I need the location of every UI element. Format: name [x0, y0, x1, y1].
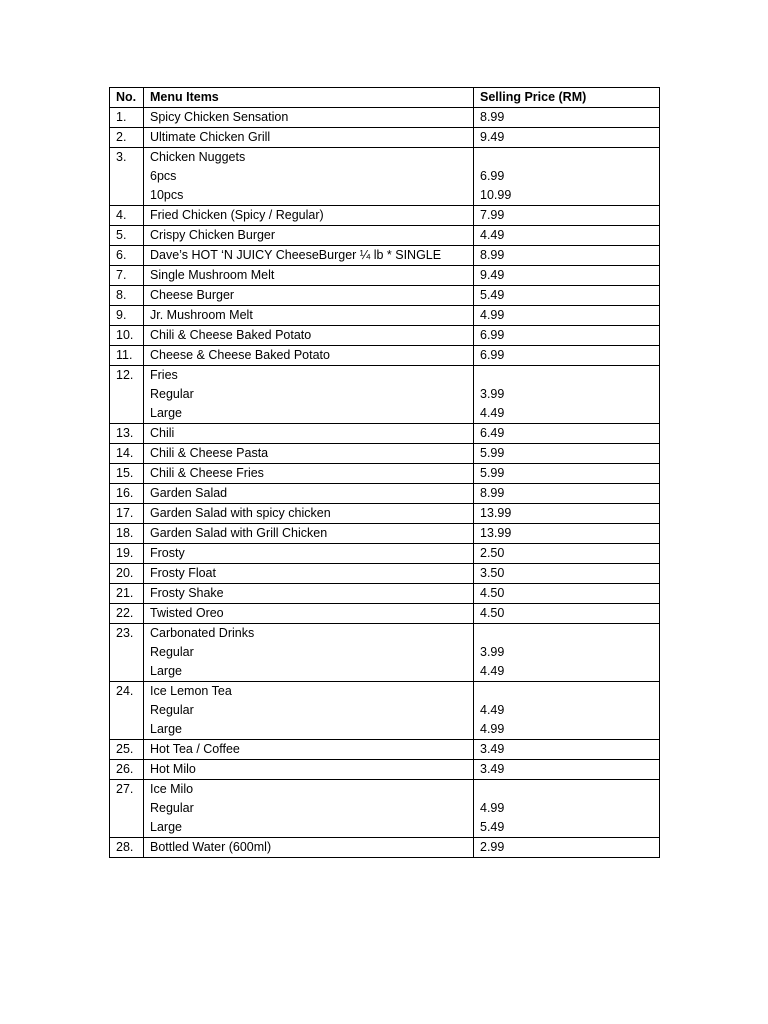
row-number-cell	[110, 346, 144, 366]
menu-item-name: Chili & Cheese Baked Potato	[150, 328, 312, 342]
menu-item-name: Frosty Shake	[150, 586, 224, 600]
menu-item-price	[480, 624, 653, 643]
price-cell	[474, 624, 660, 682]
menu-item-price	[480, 148, 653, 167]
menu-item-name: Single Mushroom Melt	[150, 268, 275, 282]
menu-price-table	[109, 87, 660, 858]
menu-item-price: 4.49	[480, 228, 505, 242]
menu-item-name: Chicken Nuggets	[150, 150, 246, 164]
price-cell	[474, 266, 660, 286]
row-number-cell	[110, 424, 144, 444]
menu-item-cell	[144, 564, 474, 584]
table-row	[110, 682, 660, 740]
menu-item-price: 4.49	[480, 664, 505, 678]
menu-item-cell	[144, 226, 474, 246]
price-cell	[474, 464, 660, 484]
menu-item-cell	[144, 484, 474, 504]
menu-item-variant: 10pcs	[150, 188, 184, 202]
row-number: 6.	[116, 248, 127, 262]
menu-item-price: 4.49	[480, 406, 505, 420]
price-cell	[474, 346, 660, 366]
menu-item-cell	[144, 246, 474, 266]
table-row	[110, 464, 660, 484]
table-row	[110, 564, 660, 584]
menu-item-variant: 6pcs	[150, 169, 177, 183]
row-number: 25.	[116, 742, 134, 756]
menu-item-cell	[144, 306, 474, 326]
menu-item-price: 9.49	[480, 268, 505, 282]
menu-item-variant: Large	[150, 820, 182, 834]
menu-item-price: 3.50	[480, 566, 505, 580]
table-row	[110, 286, 660, 306]
row-number: 13.	[116, 426, 134, 440]
menu-item-cell	[144, 108, 474, 128]
row-number: 9.	[116, 308, 127, 322]
header-selling-price: Selling Price (RM)	[474, 88, 660, 108]
table-row	[110, 584, 660, 604]
menu-item-name: Chili	[150, 426, 175, 440]
row-number-cell	[110, 504, 144, 524]
price-cell	[474, 128, 660, 148]
menu-item-price	[480, 682, 653, 701]
price-cell	[474, 306, 660, 326]
menu-item-name: Twisted Oreo	[150, 606, 224, 620]
menu-item-price: 13.99	[480, 506, 512, 520]
row-number-cell	[110, 128, 144, 148]
row-number: 12.	[116, 368, 134, 382]
menu-item-name: Carbonated Drinks	[150, 626, 255, 640]
menu-item-cell	[144, 326, 474, 346]
menu-item-variant: Regular	[150, 801, 194, 815]
row-number: 3.	[116, 150, 127, 164]
row-number-cell	[110, 780, 144, 838]
row-number-cell	[110, 838, 144, 858]
price-cell	[474, 206, 660, 226]
row-number-cell	[110, 544, 144, 564]
table-row	[110, 128, 660, 148]
table-row	[110, 504, 660, 524]
row-number: 10.	[116, 328, 134, 342]
price-cell	[474, 444, 660, 464]
menu-item-variant: Regular	[150, 703, 194, 717]
table-row	[110, 524, 660, 544]
price-cell	[474, 226, 660, 246]
price-cell	[474, 286, 660, 306]
table-header-row	[110, 88, 660, 108]
row-number: 20.	[116, 566, 134, 580]
row-number-cell	[110, 464, 144, 484]
menu-item-name: Chili & Cheese Fries	[150, 466, 264, 480]
menu-item-variant: Large	[150, 406, 182, 420]
menu-item-price: 3.49	[480, 742, 505, 756]
table-row	[110, 206, 660, 226]
menu-item-cell	[144, 346, 474, 366]
menu-item-price: 3.99	[480, 645, 505, 659]
table-row	[110, 346, 660, 366]
menu-item-price: 9.49	[480, 130, 505, 144]
price-cell	[474, 544, 660, 564]
row-number-cell	[110, 444, 144, 464]
price-cell	[474, 740, 660, 760]
price-cell	[474, 564, 660, 584]
menu-item-variant: Large	[150, 722, 182, 736]
row-number-cell	[110, 206, 144, 226]
menu-item-price: 13.99	[480, 526, 512, 540]
row-number-cell	[110, 564, 144, 584]
row-number-cell	[110, 740, 144, 760]
menu-item-cell	[144, 128, 474, 148]
row-number: 28.	[116, 840, 134, 854]
menu-item-price: 2.99	[480, 840, 505, 854]
menu-item-cell	[144, 504, 474, 524]
row-number-cell	[110, 524, 144, 544]
table-row	[110, 544, 660, 564]
row-number: 5.	[116, 228, 127, 242]
table-row	[110, 760, 660, 780]
row-number: 19.	[116, 546, 134, 560]
row-number-cell	[110, 604, 144, 624]
menu-item-cell	[144, 366, 474, 424]
row-number: 18.	[116, 526, 134, 540]
menu-item-name: Ice Milo	[150, 782, 194, 796]
menu-item-cell	[144, 148, 474, 206]
price-cell	[474, 504, 660, 524]
menu-item-name: Chili & Cheese Pasta	[150, 446, 269, 460]
price-cell	[474, 682, 660, 740]
row-number-cell	[110, 226, 144, 246]
menu-item-price: 4.99	[480, 722, 505, 736]
header-menu-items: Menu Items	[144, 88, 474, 108]
menu-item-name: Cheese & Cheese Baked Potato	[150, 348, 330, 362]
table-row	[110, 306, 660, 326]
row-number-cell	[110, 286, 144, 306]
table-row	[110, 226, 660, 246]
price-cell	[474, 760, 660, 780]
table-row	[110, 366, 660, 424]
table-row	[110, 326, 660, 346]
row-number: 17.	[116, 506, 134, 520]
menu-item-price	[480, 780, 653, 799]
price-cell	[474, 584, 660, 604]
menu-item-name: Crispy Chicken Burger	[150, 228, 276, 242]
menu-item-variant: Regular	[150, 387, 194, 401]
menu-item-price: 5.99	[480, 466, 505, 480]
menu-item-cell	[144, 760, 474, 780]
table-row	[110, 246, 660, 266]
menu-item-name: Fried Chicken (Spicy / Regular)	[150, 208, 324, 222]
row-number: 1.	[116, 110, 127, 124]
menu-item-name: Dave’s HOT ‘N JUICY CheeseBurger ¼ lb * SINGLE	[150, 248, 442, 262]
row-number: 15.	[116, 466, 134, 480]
row-number: 4.	[116, 208, 127, 222]
header-no: No.	[110, 88, 144, 108]
menu-item-name: Ice Lemon Tea	[150, 684, 232, 698]
row-number: 2.	[116, 130, 127, 144]
row-number-cell	[110, 760, 144, 780]
menu-item-name: Spicy Chicken Sensation	[150, 110, 289, 124]
table-row	[110, 604, 660, 624]
price-cell	[474, 524, 660, 544]
menu-item-name: Hot Milo	[150, 762, 196, 776]
menu-item-cell	[144, 206, 474, 226]
row-number: 24.	[116, 684, 134, 698]
row-number-cell	[110, 108, 144, 128]
menu-item-price: 3.49	[480, 762, 505, 776]
menu-item-cell	[144, 286, 474, 306]
menu-item-name: Bottled Water (600ml)	[150, 840, 272, 854]
row-number: 11.	[116, 348, 133, 362]
menu-item-price: 4.50	[480, 606, 505, 620]
price-cell	[474, 838, 660, 858]
row-number-cell	[110, 624, 144, 682]
table-row	[110, 838, 660, 858]
price-cell	[474, 108, 660, 128]
menu-item-cell	[144, 444, 474, 464]
row-number-cell	[110, 148, 144, 206]
menu-item-cell	[144, 424, 474, 444]
price-cell	[474, 148, 660, 206]
menu-item-cell	[144, 682, 474, 740]
menu-item-price: 4.99	[480, 801, 505, 815]
menu-item-name: Ultimate Chicken Grill	[150, 130, 271, 144]
menu-item-variant: Regular	[150, 645, 194, 659]
menu-item-price: 6.99	[480, 348, 505, 362]
menu-item-cell	[144, 544, 474, 564]
menu-item-cell	[144, 584, 474, 604]
table-row	[110, 444, 660, 464]
table-row	[110, 484, 660, 504]
menu-item-cell	[144, 838, 474, 858]
table-row	[110, 780, 660, 838]
menu-item-price: 4.50	[480, 586, 505, 600]
row-number: 16.	[116, 486, 134, 500]
table-body	[110, 108, 660, 858]
menu-item-price: 7.99	[480, 208, 505, 222]
menu-item-price: 2.50	[480, 546, 505, 560]
menu-item-cell	[144, 740, 474, 760]
menu-item-cell	[144, 464, 474, 484]
row-number: 21.	[116, 586, 134, 600]
price-cell	[474, 604, 660, 624]
menu-item-cell	[144, 780, 474, 838]
table-row	[110, 624, 660, 682]
menu-item-name: Garden Salad with spicy chicken	[150, 506, 331, 520]
menu-item-name: Hot Tea / Coffee	[150, 742, 240, 756]
menu-item-price: 6.49	[480, 426, 505, 440]
menu-item-name: Frosty	[150, 546, 185, 560]
menu-item-cell	[144, 524, 474, 544]
menu-item-price: 5.49	[480, 820, 505, 834]
row-number-cell	[110, 484, 144, 504]
menu-item-price: 3.99	[480, 387, 505, 401]
menu-item-name: Cheese Burger	[150, 288, 235, 302]
row-number-cell	[110, 584, 144, 604]
table-row	[110, 108, 660, 128]
price-cell	[474, 484, 660, 504]
row-number-cell	[110, 326, 144, 346]
row-number-cell	[110, 306, 144, 326]
menu-item-price: 4.99	[480, 308, 505, 322]
price-cell	[474, 246, 660, 266]
menu-item-price: 5.49	[480, 288, 505, 302]
table-row	[110, 424, 660, 444]
row-number: 27.	[116, 782, 134, 796]
row-number: 7.	[116, 268, 127, 282]
table-row	[110, 266, 660, 286]
menu-item-cell	[144, 266, 474, 286]
menu-item-variant: Large	[150, 664, 182, 678]
menu-item-price: 8.99	[480, 110, 505, 124]
menu-item-cell	[144, 624, 474, 682]
menu-item-price: 8.99	[480, 248, 505, 262]
row-number: 22.	[116, 606, 134, 620]
menu-item-cell	[144, 604, 474, 624]
price-cell	[474, 326, 660, 346]
menu-item-price: 6.99	[480, 328, 505, 342]
table-row	[110, 148, 660, 206]
row-number: 23.	[116, 626, 134, 640]
menu-item-name: Frosty Float	[150, 566, 216, 580]
table-row	[110, 740, 660, 760]
menu-item-name: Garden Salad	[150, 486, 228, 500]
menu-item-price: 5.99	[480, 446, 505, 460]
menu-item-price: 4.49	[480, 703, 505, 717]
menu-item-price: 10.99	[480, 188, 512, 202]
price-cell	[474, 366, 660, 424]
row-number: 14.	[116, 446, 134, 460]
row-number: 8.	[116, 288, 127, 302]
price-cell	[474, 780, 660, 838]
row-number: 26.	[116, 762, 134, 776]
menu-item-name: Garden Salad with Grill Chicken	[150, 526, 328, 540]
menu-item-name: Jr. Mushroom Melt	[150, 308, 253, 322]
row-number-cell	[110, 682, 144, 740]
menu-item-price	[480, 366, 653, 385]
price-cell	[474, 424, 660, 444]
row-number-cell	[110, 246, 144, 266]
menu-item-price: 8.99	[480, 486, 505, 500]
row-number-cell	[110, 266, 144, 286]
menu-item-price: 6.99	[480, 169, 505, 183]
row-number-cell	[110, 366, 144, 424]
menu-item-name: Fries	[150, 368, 178, 382]
